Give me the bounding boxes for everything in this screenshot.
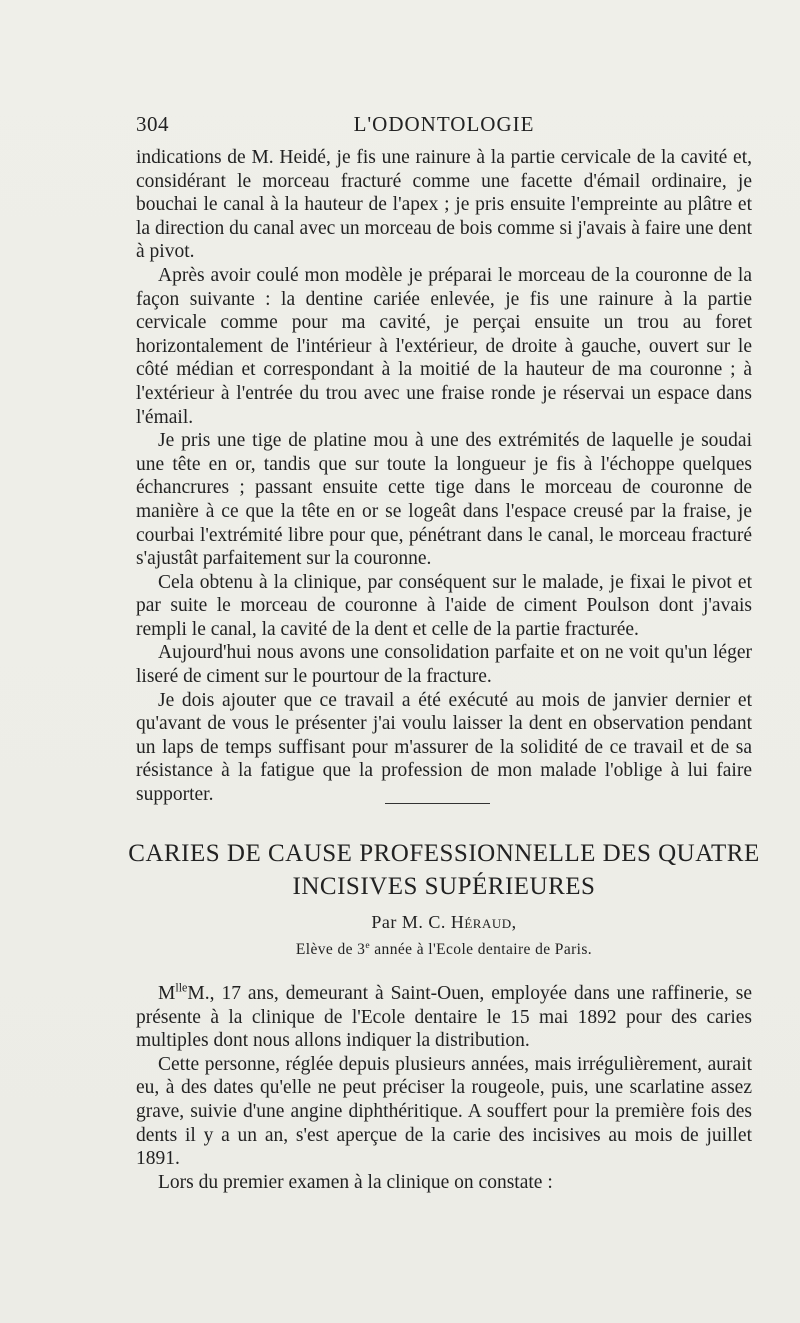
article-body <box>136 982 752 1194</box>
paragraph <box>136 982 752 1053</box>
paragraph-text: M., 17 ans, demeurant à Saint-Ouen, employée dans une raffinerie, se présente à la clinique de l'Ecole dentaire le 15 mai 1892 pour des caries multiples dont nous allons indiquer la distribution. <box>136 983 752 1052</box>
article-title-line: CARIES DE CAUSE PROFESSIONNELLE DES QUATRE <box>128 840 760 867</box>
byline <box>120 912 768 933</box>
journal-title: L'ODONTOLOGIE <box>353 112 535 136</box>
page-number: 304 <box>136 112 169 136</box>
affiliation-text: année à l'Ecole dentaire de Paris. <box>370 941 593 958</box>
author-affiliation <box>120 941 768 959</box>
article-title <box>120 837 768 903</box>
article-title-line: INCISIVES SUPÉRIEURES <box>292 873 596 900</box>
title-abbrev: M <box>158 983 176 1004</box>
paragraph: Aujourd'hui nous avons une consolidation parfaite et on ne voit qu'un léger liseré de ciment sur le pourtour de la fracture. <box>136 642 752 688</box>
author-name: Héraud, <box>450 912 517 932</box>
paragraph: Cela obtenu à la clinique, par conséquent sur le malade, je fixai le pivot et par suite le morceau de couronne à l'aide de ciment Poulson dont j'avais rempli le canal, la cavité de la dent et celle de la partie fracturée. <box>136 571 752 640</box>
running-head <box>136 112 752 138</box>
paragraph: Je pris une tige de platine mou à une des extrémités de laquelle je soudai une tête en or, tandis que sur toute la longueur je fis à l'échoppe quelques échancrures ; passant ensuite cette tige dans le morceau de couronne de manière à ce que la tête en or se logeât dans l'espace creusé par la fraise, je courbai l'extrémité libre pour que, pénétrant dans le canal, le morceau fracturé s'ajustât parfaitement sur la couronne. <box>136 430 752 570</box>
continued-article-text <box>136 146 752 807</box>
ordinal-suffix: e <box>365 939 370 951</box>
affiliation-text: Elève de 3 <box>295 941 366 958</box>
paragraph: Après avoir coulé mon modèle je préparai le morceau de la couronne de la façon suivante : la dentine cariée enlevée, je fis une rainure à la partie cervicale comme pour ma cavité, je perçai ensuite un trou au foret horizontalement de l'intérieur à l'extérieur, de droite à gauche, ouvert sur le côté médian et correspondant à la moitié de la hauteur de ma couronne ; à l'extérieur à l'entrée du trou avec une fraise ronde je réservai un espace dans l'émail. <box>136 264 752 428</box>
byline-prefix: Par M. C. <box>371 912 446 932</box>
paragraph: indications de M. Heidé, je fis une rainure à la partie cervicale de la cavité et, considérant le morceau fracturé comme une facette d'émail ordinaire, je bouchai le canal à la hauteur de l'apex ; je pris ensuite l'empreinte au plâtre et la direction du canal avec un morceau de bois comme si j'avais à faire une dent à pivot. <box>136 147 752 263</box>
section-divider <box>385 803 490 804</box>
paragraph: Je dois ajouter que ce travail a été exécuté au mois de janvier dernier et qu'avant de vous le présenter j'ai voulu laisser la dent en observation pendant un laps de temps suffisant pour m'assurer de la solidité de ce travail et de sa résistance à la fatigue que la profession de mon malade l'oblige à lui faire supporter. <box>136 689 752 806</box>
paragraph: Lors du premier examen à la clinique on constate : <box>158 1171 553 1193</box>
title-abbrev-suffix: lle <box>175 980 188 995</box>
paragraph: Cette personne, réglée depuis plusieurs années, mais irrégulièrement, aurait eu, à des dates qu'elle ne peut préciser la rougeole, puis, une scarlatine assez grave, suivie d'une angine diphthéritique. A souffert pour la première fois des dents il y a un an, s'est aperçue de la carie des incisives au mois de juillet 1891. <box>136 1053 752 1170</box>
